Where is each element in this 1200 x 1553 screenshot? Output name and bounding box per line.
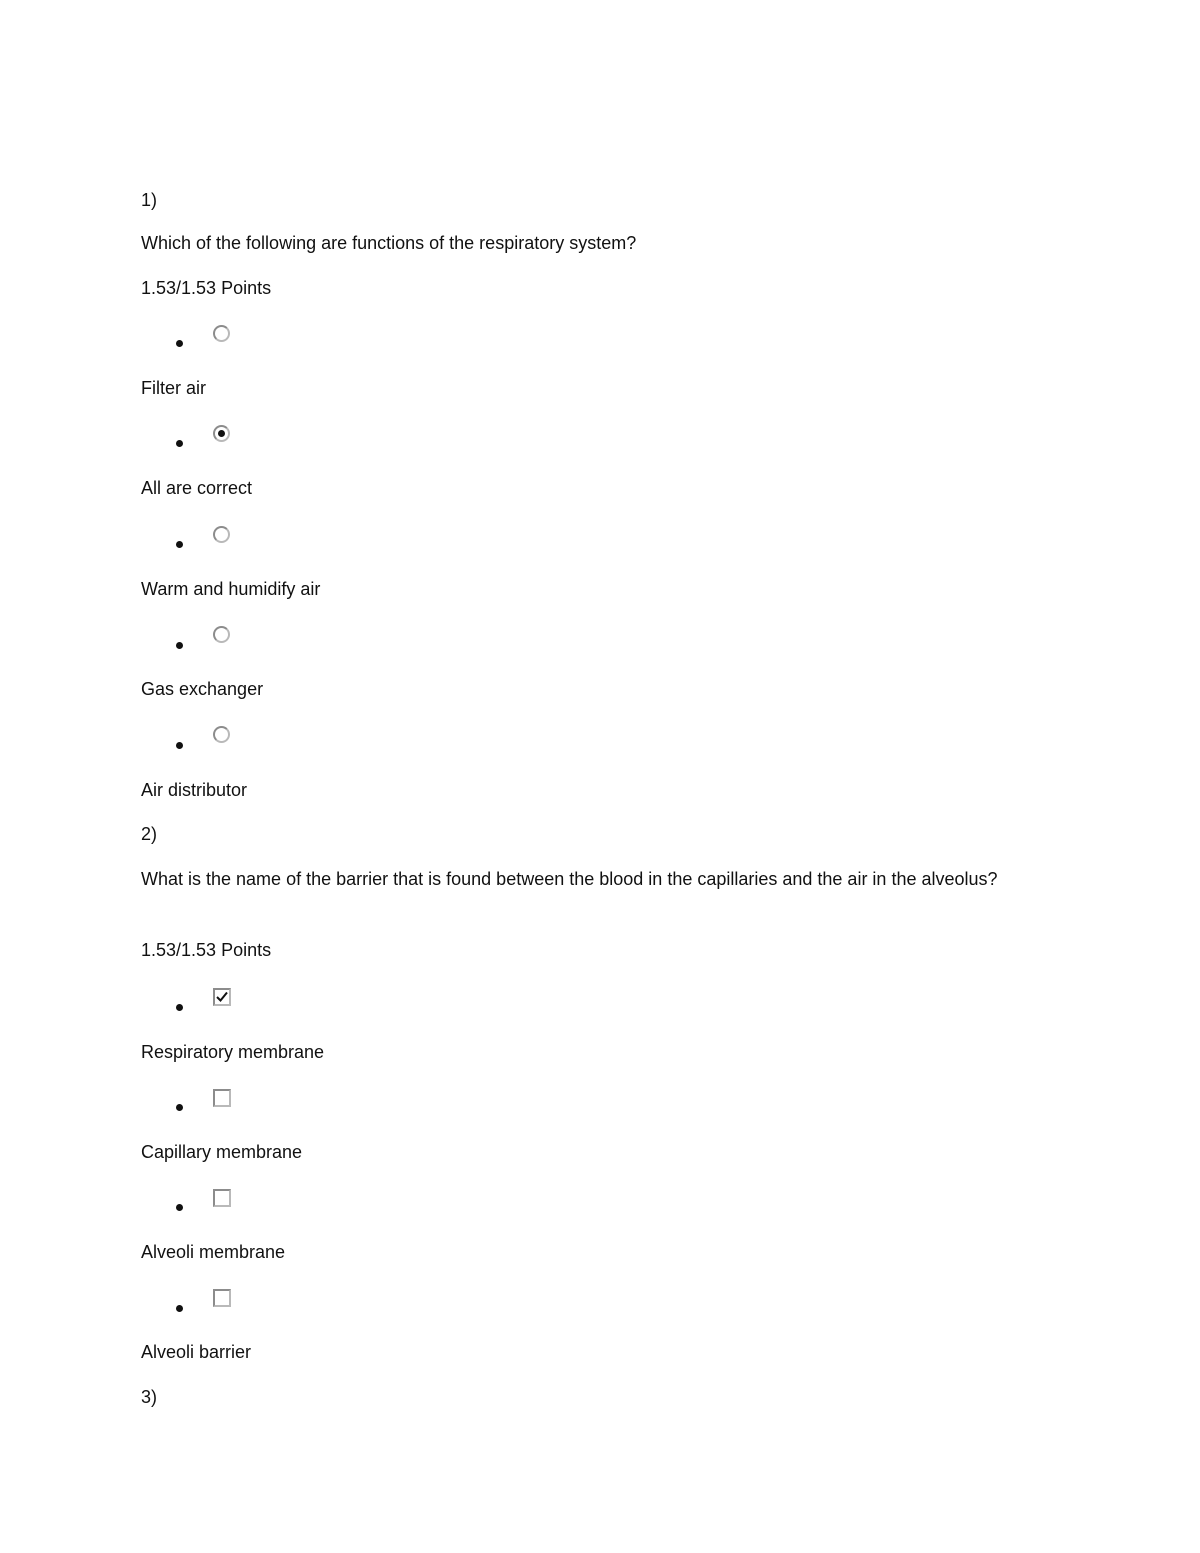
option-radio-filter-air[interactable]: [213, 325, 230, 342]
option-label-alveoli-barrier: Alveoli barrier: [141, 1342, 252, 1362]
option-label-capillary-membrane: Capillary membrane: [141, 1142, 303, 1162]
bullet-icon: [176, 1204, 183, 1211]
bullet-icon: [176, 541, 183, 548]
question-2-points: 1.53/1.53 Points: [141, 940, 272, 960]
option-checkbox-alveoli-membrane[interactable]: [213, 1189, 231, 1207]
option-checkbox-alveoli-barrier[interactable]: [213, 1289, 231, 1307]
question-1-points: 1.53/1.53 Points: [141, 278, 272, 298]
bullet-icon: [176, 340, 183, 347]
option-radio-air-distributor[interactable]: [213, 726, 230, 743]
question-1-text: Which of the following are functions of the respiratory system?: [141, 233, 637, 253]
question-2-text: What is the name of the barrier that is found between the blood in the capillaries and the air in the alveolus?: [141, 869, 998, 889]
bullet-icon: [176, 642, 183, 649]
option-label-gas-exchanger: Gas exchanger: [141, 679, 264, 699]
question-1-number: 1): [141, 190, 158, 210]
checkmark-icon: [215, 990, 229, 1004]
option-radio-gas-exchanger[interactable]: [213, 626, 230, 643]
option-label-warm-humidify-air: Warm and humidify air: [141, 579, 321, 599]
option-checkbox-capillary-membrane[interactable]: [213, 1089, 231, 1107]
bullet-icon: [176, 1104, 183, 1111]
option-label-filter-air: Filter air: [141, 378, 207, 398]
bullet-icon: [176, 440, 183, 447]
option-radio-warm-humidify-air[interactable]: [213, 526, 230, 543]
bullet-icon: [176, 1305, 183, 1312]
bullet-icon: [176, 742, 183, 749]
option-label-respiratory-membrane: Respiratory membrane: [141, 1042, 325, 1062]
bullet-icon: [176, 1004, 183, 1011]
question-3-number: 3): [141, 1387, 158, 1407]
option-checkbox-respiratory-membrane[interactable]: [213, 988, 231, 1006]
option-radio-all-are-correct[interactable]: [213, 425, 230, 442]
question-2-number: 2): [141, 824, 158, 844]
option-label-air-distributor: Air distributor: [141, 780, 248, 800]
option-label-alveoli-membrane: Alveoli membrane: [141, 1242, 286, 1262]
option-label-all-are-correct: All are correct: [141, 478, 253, 498]
